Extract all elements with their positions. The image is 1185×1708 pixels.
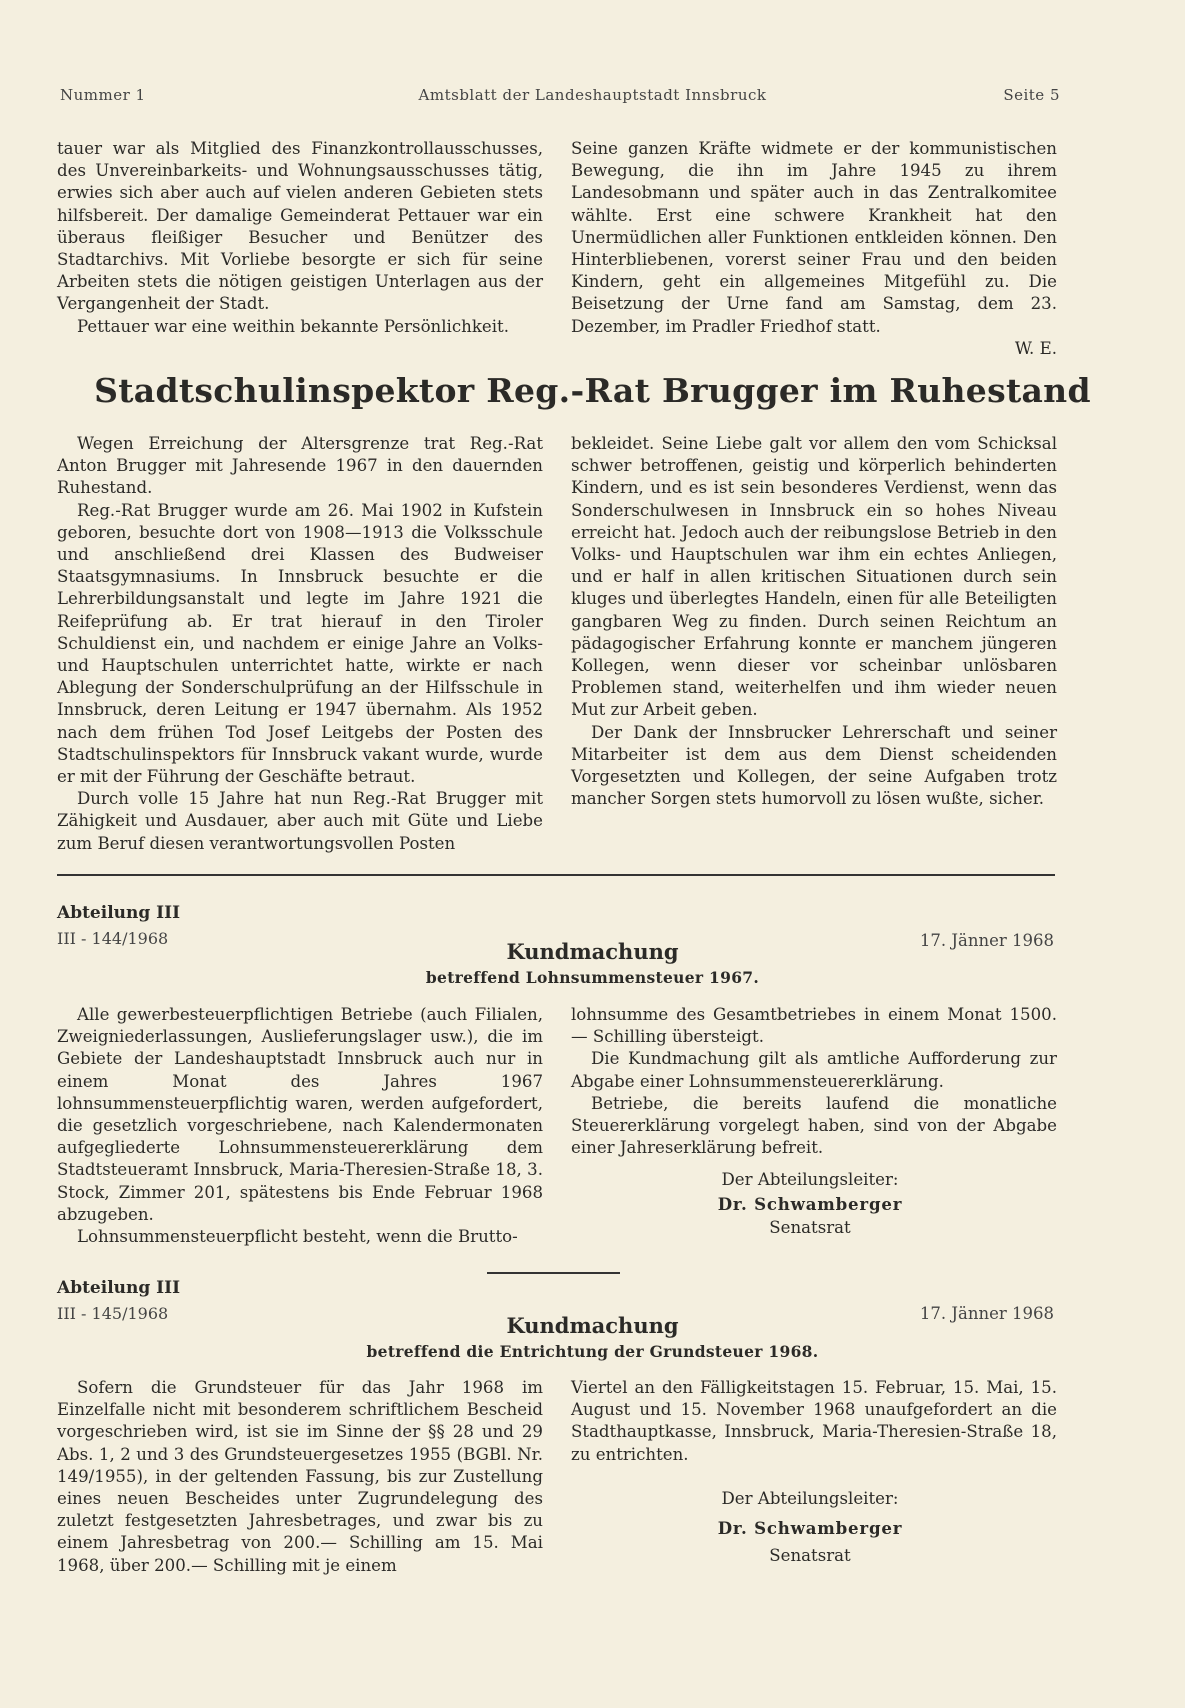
notice1-right-column — [571, 1004, 1057, 1159]
obituary-paragraph: Seine ganzen Kräfte widmete er der kommunistischen Bewegung, die ihn im Jahre 1945 zu ihrem Landesobmann und später auch in das Zentralkomitee wählte. Erst eine schwere Krankheit hat den Unermüdlichen aller Funktionen entkleiden können. Den Hinterbliebenen, vorerst seiner Frau und den beiden Kindern, geht ein allgemeines Mitgefühl zu. Die Beisetzung der Urne fand am Samstag, dem 23. Dezember, im Pradler Friedhof statt. — [571, 139, 1057, 336]
notice1-reference: III - 144/1968 — [57, 929, 169, 948]
notice1-signature — [640, 1170, 980, 1237]
notice1-paragraph: Alle gewerbesteuerpflichtigen Betriebe (auch Filialen, Zweigniederlassungen, Auslieferungslager usw.), die im Gebiete der Landeshauptstadt Innsbruck auch nur in einem Monat des Jahres 1967 lohnsummensteuerpflichtig waren, werden aufgefordert, die gesetzlich vorgeschriebene, nach Kalendermonaten aufgegliederte Lohnsummensteuererklärung dem Stadtsteueramt Innsbruck, Maria-Theresien-Straße 18, 3. Stock, Zimmer 201, spätestens bis Ende Februar 1968 abzugeben. — [57, 1005, 543, 1224]
notice2-left-column — [57, 1377, 543, 1577]
notice2-reference: III - 145/1968 — [57, 1304, 169, 1323]
notice1-subtitle: betreffend Lohnsummensteuer 1967. — [425, 968, 760, 987]
signature-name: Dr. Schwamberger — [717, 1518, 903, 1538]
section-divider — [57, 874, 1055, 876]
obituary-paragraph: tauer war als Mitglied des Finanzkontrollausschusses, des Unvereinbarkeits- und Wohnungsausschusses tätig, erwies sich aber auch auf vielen anderen Gebieten stets hilfsbereit. Der damalige Gemeinderat Pettauer war ein überaus fleißiger Besucher und Benützer des Stadtarchivs. Mit Vorliebe besorgte er sich für seine Arbeiten stets die nötigen geistigen Unterlagen aus der Vergangenheit der Stadt. — [57, 139, 543, 314]
obituary-left-column — [57, 138, 543, 338]
notice1-department: Abteilung III — [57, 903, 181, 923]
short-divider — [487, 1272, 620, 1274]
article-left-column — [57, 433, 543, 855]
article-right-column — [571, 433, 1057, 810]
signature-name: Dr. Schwamberger — [717, 1194, 903, 1214]
notice2-signature — [640, 1489, 980, 1565]
notice2-paragraph: Sofern die Grundsteuer für das Jahr 1968 im Einzelfalle nicht mit besonderem schriftlichem Bescheid vorgeschrieben wird, ist sie im Sinne der §§ 28 und 29 Abs. 1, 2 und 3 des Grundsteuergesetzes 1955 (BGBl. Nr. 149/1955), in der geltenden Fassung, bis zur Zustellung eines neuen Bescheides unter Zugrundelegung des zuletzt festgesetzten Jahresbetrages, und zwar bis zu einem Jahresbetrag von 200.— Schilling am 15. Mai 1968, über 200.— Schilling mit je einem — [57, 1378, 543, 1575]
notice1-title: Kundmachung — [506, 939, 679, 964]
notice2-title: Kundmachung — [506, 1313, 679, 1338]
issue-number: Nummer 1 — [60, 86, 146, 104]
notice1-paragraph: Die Kundmachung gilt als amtliche Aufforderung zur Abgabe einer Lohnsummensteuererklärung. — [571, 1049, 1057, 1091]
notice1-paragraph: Betriebe, die bereits laufend die monatliche Steuererklärung vorgelegt haben, sind von der Abgabe einer Jahreserklärung befreit. — [571, 1093, 1057, 1158]
notice1-paragraph: lohnsumme des Gesamtbetriebes in einem Monat 1500.— Schilling übersteigt. — [571, 1005, 1057, 1047]
notice2-department: Abteilung III — [57, 1278, 181, 1298]
notice2-date: 17. Jänner 1968 — [919, 1304, 1054, 1323]
signature-title: Senatsrat — [769, 1218, 851, 1237]
publication-title: Amtsblatt der Landeshauptstadt Innsbruck — [418, 86, 767, 104]
notice2-paragraph: Viertel an den Fälligkeitstagen 15. Februar, 15. Mai, 15. August und 15. November 1968 unaufgefordert an die Stadthauptkasse, Innsbruck, Maria-Theresien-Straße 18, zu entrichten. — [571, 1378, 1057, 1464]
notice1-date: 17. Jänner 1968 — [919, 931, 1054, 950]
notice2-subtitle: betreffend die Entrichtung der Grundsteuer 1968. — [366, 1342, 819, 1361]
signature-role: Der Abteilungsleiter: — [721, 1489, 899, 1508]
obituary-paragraph: Pettauer war eine weithin bekannte Persönlichkeit. — [77, 316, 509, 336]
article-title: Stadtschulinspektor Reg.-Rat Brugger im Ruhestand — [94, 371, 1091, 410]
article-paragraph: Wegen Erreichung der Altersgrenze trat Reg.-Rat Anton Brugger mit Jahresende 1967 in den dauernden Ruhestand. — [57, 434, 543, 498]
article-paragraph: Durch volle 15 Jahre hat nun Reg.-Rat Brugger mit Zähigkeit und Ausdauer, aber auch mit Güte und Liebe zum Beruf diesen verantwortungsvollen Posten — [57, 789, 543, 853]
article-paragraph: Der Dank der Innsbrucker Lehrerschaft und seiner Mitarbeiter ist dem aus dem Dienst scheidenden Vorgesetzten und Kollegen, der seine Aufgaben trotz mancher Sorgen stets humorvoll zu lösen wußte, sicher. — [571, 722, 1057, 809]
notice2-right-column — [571, 1377, 1057, 1466]
article-paragraph: Reg.-Rat Brugger wurde am 26. Mai 1902 in Kufstein geboren, besuchte dort von 1908—1913 die Volksschule und anschließend drei Klassen des Budweiser Staatsgymnasiums. In Innsbruck besuchte er die Lehrerbildungsanstalt und legte im Jahre 1921 die Reifeprüfung ab. Er trat hierauf in den Tiroler Schuldienst ein, und nachdem er einige Jahre an Volks- und Hauptschulen unterrichtet hatte, wirkte er nach Ablegung der Sonderschulprüfung an der Hilfsschule in Innsbruck, deren Leitung er 1947 übernahm. Als 1952 nach dem frühen Tod Josef Leitgebs der Posten des Stadtschulinspektors für Innsbruck vakant wurde, wurde er mit der Führung der Geschäfte betraut. — [57, 500, 543, 787]
signature-title: Senatsrat — [769, 1546, 851, 1565]
obituary-right-column — [571, 138, 1057, 360]
page-number: Seite 5 — [1003, 86, 1060, 104]
notice1-left-column — [57, 1004, 543, 1248]
notice1-paragraph: Lohnsummensteuerpflicht besteht, wenn die Brutto- — [77, 1227, 518, 1247]
article-paragraph: bekleidet. Seine Liebe galt vor allem den vom Schicksal schwer betroffenen, geistig und körperlich behinderten Kindern, und es ist sein besonderes Verdienst, wenn das Sonderschulwesen in Innsbruck ein so hohes Niveau erreicht hat. Jedoch auch der reibungslose Betrieb in den Volks- und Hauptschulen war ihm ein echtes Anliegen, und er half in allen kritischen Situationen durch sein kluges und überlegtes Handeln, einen für alle Beteiligten gangbaren Weg zu finden. Durch seinen Reichtum an pädagogischer Erfahrung konnte er manchem jüngeren Kollegen, wenn dieser vor scheinbar unlösbaren Problemen stand, weiterhelfen und ihm wieder neuen Mut zur Arbeit geben. — [571, 434, 1057, 720]
author-initials: W. E. — [1014, 338, 1057, 358]
signature-role: Der Abteilungsleiter: — [721, 1170, 899, 1189]
